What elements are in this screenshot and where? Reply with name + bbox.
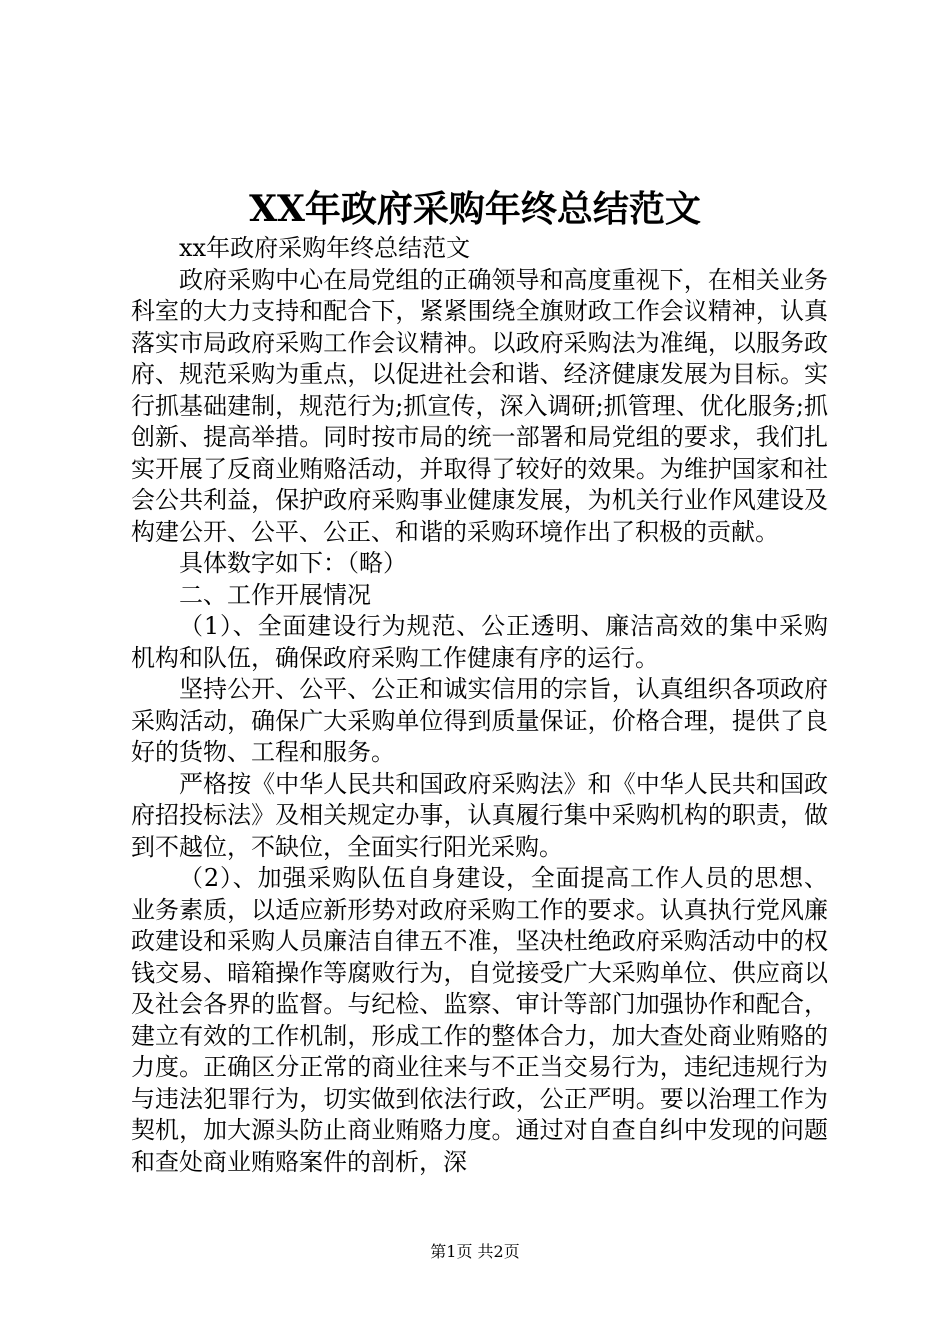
page-footer: 第1页 共2页 [430,1242,520,1261]
paragraph-subtitle: xx年政府采购年终总结范文 [179,234,471,262]
paragraph-principles: 坚持公开、公平、公正和诚实信用的宗旨，认真组织各项政府采购活动，确保广大采购单位得到质量保证，价格合理，提供了良好的货物、工程和服务。 [131,675,828,766]
paragraph-item-1: （1）、全面建设行为规范、公正透明、廉洁高效的集中采购机构和队伍，确保政府采购工作健康有序的运行。 [131,612,828,672]
paragraph-laws: 严格按《中华人民共和国政府采购法》和《中华人民共和国政府招投标法》及相关规定办事，认真履行集中采购机构的职责，做到不越位，不缺位，全面实行阳光采购。 [131,769,828,861]
paragraph-figures: 具体数字如下：（略） [179,549,407,577]
document-title: XX年政府采购年终总结范文 [249,188,701,230]
section-heading-work: 二、工作开展情况 [179,580,371,609]
document-body [131,233,828,1178]
paragraph-intro: 政府采购中心在局党组的正确领导和高度重视下，在相关业务科室的大力支持和配合下，紧紧围绕全旗财政工作会议精神，认真落实市局政府采购工作会议精神。以政府采购法为准绳，以服务政府、规范采购为重点，以促进社会和谐、经济健康发展为目标。实行抓基础建制，规范行为;抓宣传，深入调研;抓管理、优化服务;抓创新、提高举措。同时按市局的统一部署和局党组的要求，我们扎实开展了反商业贿赂活动，并取得了较好的效果。为维护国家和社会公共利益，保护政府采购事业健康发展，为机关行业作风建设及构建公开、公平、公正、和谐的采购环境作出了积极的贡献。 [131,265,828,546]
paragraph-item-2: （2）、加强采购队伍自身建设，全面提高工作人员的思想、业务素质，以适应新形势对政府采购工作的要求。认真执行党风廉政建设和采购人员廉洁自律五不准，坚决杜绝政府采购活动中的权钱交易、暗箱操作等腐败行为，自觉接受广大采购单位、供应商以及社会各界的监督。与纪检、监察、审计等部门加强协作和配合，建立有效的工作机制，形成工作的整体合力，加大查处商业贿赂的力度。正确区分正常的商业往来与不正当交易行为，违纪违规行为与违法犯罪行为，切实做到依法行政，公正严明。要以治理工作为契机，加大源头防止商业贿赂力度。通过对自查自纠中发现的问题和查处商业贿赂案件的剖析，深 [131,864,828,1176]
